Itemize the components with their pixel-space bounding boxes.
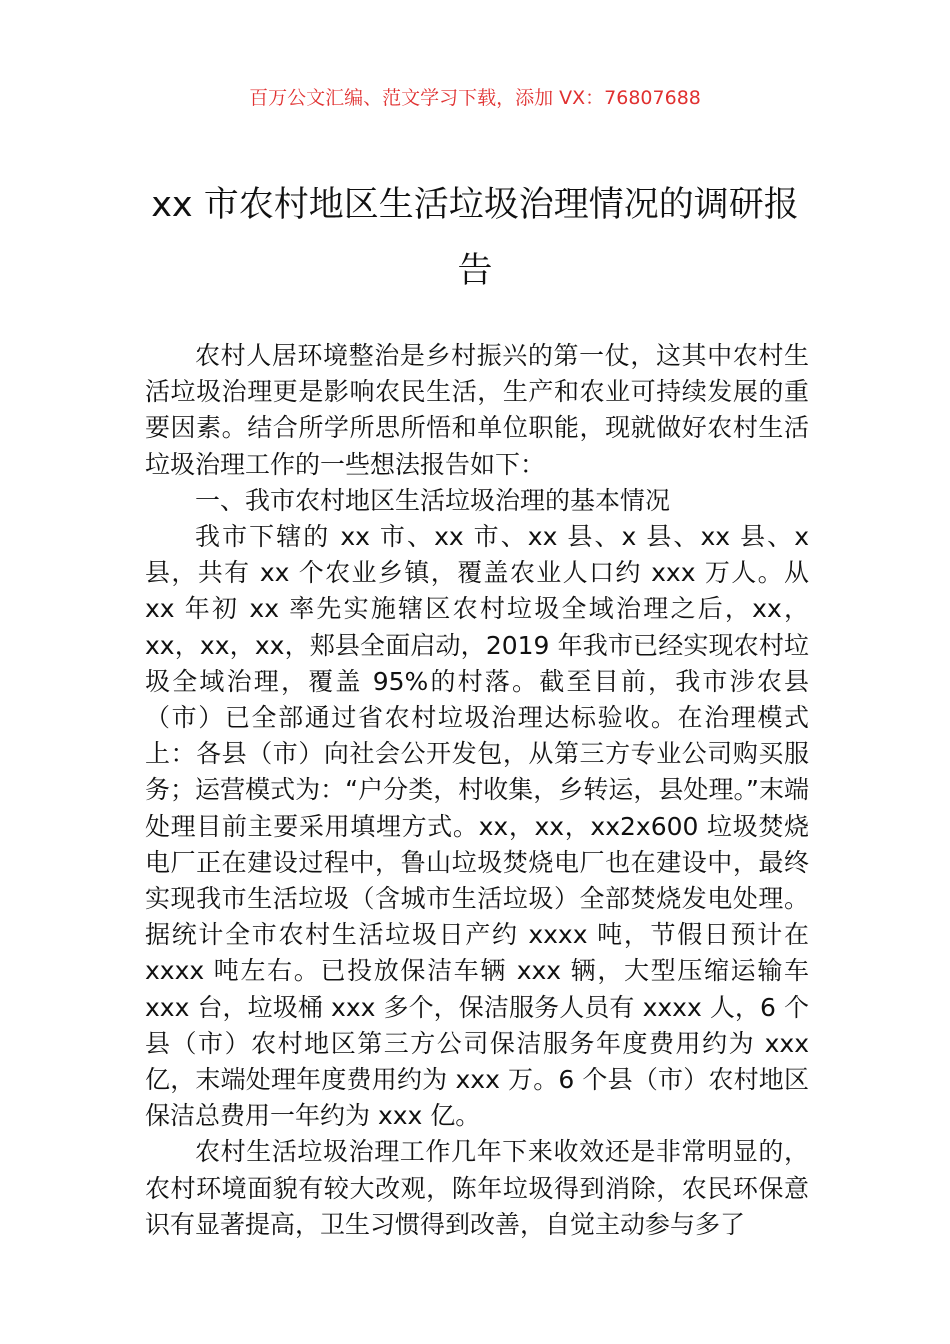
paragraph-results: 农村生活垃圾治理工作几年下来收效还是非常明显的，农村环境面貌有较大改观，陈年垃圾得到消除，农民环保意识有显著提高，卫生习惯得到改善，自觉主动参与多了 <box>145 1137 809 1239</box>
document-title: xx 市农村地区生活垃圾治理情况的调研报告 <box>151 185 799 291</box>
header-note: 百万公文汇编、范文学习下载，添加 VX：76807688 <box>249 87 701 109</box>
document-body <box>145 338 809 1243</box>
paragraph-intro: 农村人居环境整治是乡村振兴的第一仗，这其中农村生活垃圾治理更是影响农民生活，生产和农业可持续发展的重要因素。结合所学所思所悟和单位职能，现就做好农村生活垃圾治理工作的一些想法报告如下： <box>145 341 809 479</box>
section-heading: 一、我市农村地区生活垃圾治理的基本情况 <box>195 485 671 515</box>
paragraph-situation: 我市下辖的 xx 市、xx 市、xx 县、x 县、xx 县、x 县，共有 xx 个农业乡镇，覆盖农业人口约 xxx 万人。从 xx 年初 xx 率先实施辖区农村垃圾全域治理之后，xx，xx，xx，xx，郏县全面启动，2019 年我市已经实现农村垃圾全域治理，覆盖 95%的村落。截至目前，我市涉农县（市）已全部通过省农村垃圾治理达标验收。在治理模式上：各县（市）向社会公开发包，从第三方专业公司购买服务；运营模式为：“户分类，村收集，乡转运，县处理。”末端处理目前主要采用填埋方式。xx，xx，xx2x600 垃圾焚烧电厂正在建设过程中，鲁山垃圾焚烧电厂也在建设中，最终实现我市生活垃圾（含城市生活垃圾）全部焚烧发电处理。据统计全市农村生活垃圾日产约 xxxx 吨，节假日预计在 xxxx 吨左右。已投放保洁车辆 xxx 辆，大型压缩运输车 xxx 台，垃圾桶 xxx 多个，保洁服务人员有 xxxx 人，6 个县（市）农村地区第三方公司保洁服务年度费用约为 xxx 亿，末端处理年度费用约为 xxx 万。6 个县（市）农村地区保洁总费用一年约为 xxx 亿。 <box>145 522 809 1131</box>
